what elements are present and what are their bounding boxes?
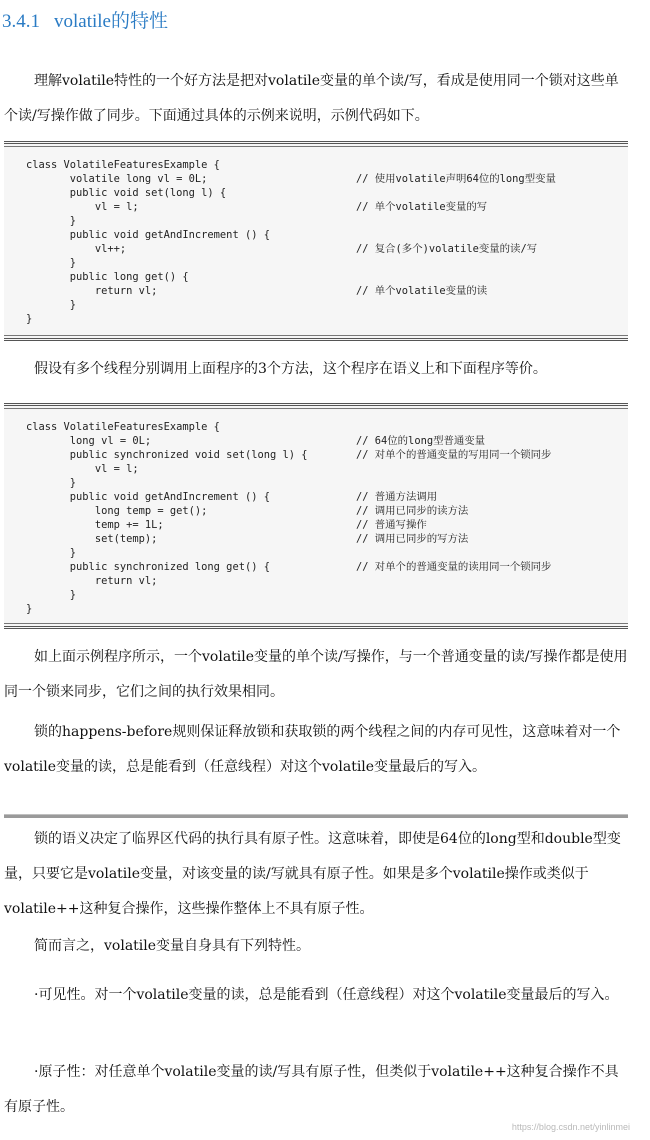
code-line [4, 158, 628, 172]
code-text: temp += 1L; [26, 519, 164, 531]
code-block-synchronized-example [4, 403, 628, 629]
code-line [4, 532, 628, 546]
code-comment: // 单个volatile变量的写 [356, 201, 488, 213]
code-text: public void getAndIncrement () { [26, 229, 270, 241]
code-text: public synchronized long get() { [26, 561, 270, 573]
code-text: return vl; [26, 575, 158, 587]
code-text: vl++; [26, 243, 127, 255]
code-text: } [26, 215, 77, 227]
code-line [4, 504, 628, 518]
code-text: } [26, 313, 33, 325]
code-line [4, 284, 628, 298]
code-line [4, 298, 628, 312]
code-text: long temp = get(); [26, 505, 208, 517]
paragraph-summary: 简而言之，volatile变量自身具有下列特性。 [34, 938, 311, 954]
code-line [4, 172, 628, 186]
code-line [4, 214, 628, 228]
code-text: class VolatileFeaturesExample { [26, 421, 220, 433]
paragraph-same-effect: 如上面示例程序所示，一个volatile变量的单个读/写操作，与一个普通变量的读/写操作都是使用同一个锁来同步，它们之间的执行效果相同。 [4, 649, 628, 700]
code-line [4, 476, 628, 490]
paragraph-atomicity: 锁的语义决定了临界区代码的执行具有原子性。这意味着，即使是64位的long型和double型变量，只要它是volatile变量，对该变量的读/写就具有原子性。如果是多个volatile操作或类似于volatile++这种复合操作，这些操作整体上不具有原子性。 [4, 831, 621, 917]
code-line [4, 560, 628, 574]
code-line [4, 312, 628, 326]
code-line [4, 270, 628, 284]
code-line [4, 546, 628, 560]
code-comment: // 对单个的普通变量的写用同一个锁同步 [356, 449, 552, 461]
code-comment: // 普通写操作 [356, 519, 427, 531]
paragraph-intro: 理解volatile特性的一个好方法是把对volatile变量的单个读/写，看成是使用同一个锁对这些单个读/写操作做了同步。下面通过具体的示例来说明，示例代码如下。 [4, 73, 619, 124]
code-comment: // 单个volatile变量的读 [356, 285, 488, 297]
paragraph-visibility: ·可见性。对一个volatile变量的读，总是能看到（任意线程）对这个volatile变量最后的写入。 [34, 987, 619, 1003]
section-title: volatile的特性 [54, 11, 168, 32]
code-text: } [26, 603, 33, 615]
code-text: vl = l; [26, 201, 139, 213]
paragraph-equivalence: 假设有多个线程分别调用上面程序的3个方法，这个程序在语义上和下面程序等价。 [34, 361, 547, 377]
code-text: } [26, 547, 77, 559]
code-comment: // 对单个的普通变量的读用同一个锁同步 [356, 561, 552, 573]
code-line [4, 588, 628, 602]
code-text: } [26, 589, 77, 601]
code-comment: // 普通方法调用 [356, 491, 438, 503]
code-comment: // 调用已同步的读方法 [356, 505, 469, 517]
watermark: https://blog.csdn.net/yinlinmei [511, 1122, 630, 1132]
code-comment: // 复合(多个)volatile变量的读/写 [356, 243, 538, 255]
code-text: } [26, 477, 77, 489]
code-text: vl = l; [26, 463, 139, 475]
code-line [4, 602, 628, 616]
code-text: public void getAndIncrement () { [26, 491, 270, 503]
code-text: long vl = 0L; [26, 435, 152, 447]
code-line [4, 518, 628, 532]
code-line [4, 228, 628, 242]
code-text: volatile long vl = 0L; [26, 173, 208, 185]
code-comment: // 使用volatile声明64位的long型变量 [356, 173, 556, 185]
code-line [4, 186, 628, 200]
code-line [4, 256, 628, 270]
code-text: set(temp); [26, 533, 158, 545]
code-text: public synchronized void set(long l) { [26, 449, 308, 461]
paragraph-happens-before: 锁的happens-before规则保证释放锁和获取锁的两个线程之间的内存可见性，这意味着对一个volatile变量的读，总是能看到（任意线程）对这个volatile变量最后的写入。 [4, 724, 621, 775]
section-divider [4, 814, 628, 818]
code-text: public long get() { [26, 271, 189, 283]
code-line [4, 242, 628, 256]
code-line [4, 200, 628, 214]
code-text: } [26, 299, 77, 311]
code-line [4, 448, 628, 462]
code-text: } [26, 257, 77, 269]
code-line [4, 434, 628, 448]
section-heading [2, 6, 168, 33]
paragraph-atomic-property: ·原子性：对任意单个volatile变量的读/写具有原子性，但类似于volatile++这种复合操作不具有原子性。 [4, 1064, 619, 1115]
code-line [4, 490, 628, 504]
code-line [4, 420, 628, 434]
code-comment: // 64位的long型普通变量 [356, 435, 486, 447]
section-number: 3.4.1 [2, 11, 40, 32]
code-text: class VolatileFeaturesExample { [26, 159, 220, 171]
code-text: public void set(long l) { [26, 187, 227, 199]
code-comment: // 调用已同步的写方法 [356, 533, 469, 545]
code-line [4, 462, 628, 476]
code-text: return vl; [26, 285, 158, 297]
code-block-volatile-example [4, 141, 628, 341]
code-line [4, 574, 628, 588]
